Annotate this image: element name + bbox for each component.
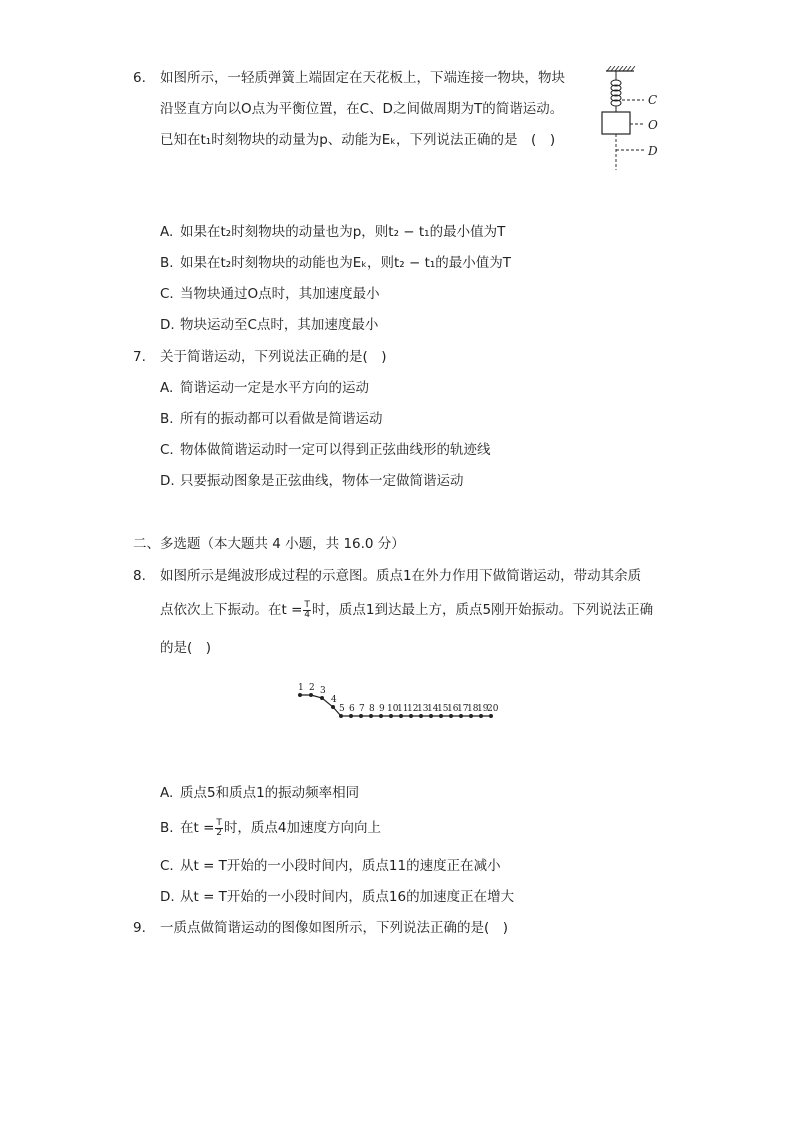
rope-particle-6 (349, 714, 353, 718)
option-text: 质点5和质点1的振动频率相同 (180, 785, 360, 801)
question-6-number: 6. (133, 70, 146, 86)
question-7-stem: 关于简谐运动，下列说法正确的是( ) (160, 349, 387, 365)
rope-particle-label-6: 6 (349, 704, 355, 714)
option-letter: A. (160, 380, 174, 396)
option-text: 只要振动图象是正弦曲线，物体一定做简谐运动 (180, 473, 464, 489)
rope-particle-label-8: 8 (369, 704, 375, 714)
rope-particle-label-12: 12 (407, 704, 419, 714)
option-letter: A. (160, 785, 174, 801)
question-7-option-c[interactable] (160, 440, 491, 460)
fraction-t-over-4 (303, 601, 311, 620)
rope-particle-label-20: 20 (487, 704, 499, 714)
question-7-option-b[interactable] (160, 409, 383, 429)
rope-particle-14 (429, 714, 433, 718)
option-text: 如果在t₂时刻物块的动能也为Eₖ，则t₂ − t₁的最小值为T (180, 255, 512, 271)
option-text: 如果在t₂时刻物块的动量也为p，则t₂ − t₁的最小值为T (180, 224, 506, 240)
fraction-denominator: 4 (304, 609, 311, 620)
option-letter: C. (160, 286, 174, 302)
question-6-stem-line-2: 沿竖直方向以O点为平衡位置，在C、D之间做周期为T的简谐运动。 (160, 101, 564, 117)
fraction-denominator: 2 (216, 827, 223, 838)
rope-particle-label-18: 18 (467, 704, 479, 714)
fraction-numerator: T (216, 817, 222, 828)
option-text: 所有的振动都可以看做是简谐运动 (180, 411, 383, 427)
option-letter: B. (160, 411, 174, 427)
option-letter: C. (160, 442, 174, 458)
rope-particle-1 (298, 693, 302, 697)
stem-text-post: 时，质点1到达最上方，质点5刚开始振动。下列说法正确 (311, 602, 654, 618)
rope-particle-label-16: 16 (447, 704, 459, 714)
figure-label-c: C (648, 93, 658, 107)
rope-particle-9 (379, 714, 383, 718)
option-text-post: 时，质点4加速度方向向上 (223, 820, 381, 836)
option-letter: B. (160, 820, 174, 836)
rope-particle-label-17: 17 (457, 704, 469, 714)
rope-particle-label-19: 19 (477, 704, 489, 714)
rope-particle-4 (331, 705, 335, 709)
rope-particle-12 (409, 714, 413, 718)
option-text: 物块运动至C点时，其加速度最小 (180, 317, 379, 333)
option-letter: D. (160, 473, 175, 489)
question-6-stem-line-3: 已知在t₁时刻物块的动量为p、动能为Eₖ，下列说法正确的是 ( ) (160, 132, 556, 148)
question-6-option-b[interactable] (160, 253, 511, 273)
rope-particle-15 (439, 714, 443, 718)
question-9-number: 9. (133, 920, 146, 936)
question-6-option-c[interactable] (160, 284, 380, 304)
figure-label-o: O (648, 118, 658, 132)
rope-particle-16 (449, 714, 453, 718)
question-7-number: 7. (133, 349, 146, 365)
rope-particle-19 (479, 714, 483, 718)
rope-particle-label-1: 1 (298, 683, 304, 693)
rope-particle-20 (489, 714, 493, 718)
option-text: 从t = T开始的一小段时间内，质点16的加速度正在增大 (180, 889, 515, 905)
question-8-option-a[interactable] (160, 783, 359, 803)
question-6-option-a[interactable] (160, 222, 505, 242)
rope-particle-label-4: 4 (331, 695, 337, 705)
option-letter: C. (160, 858, 174, 874)
spring-block-figure (596, 66, 696, 172)
question-8-option-c[interactable] (160, 856, 501, 876)
question-7-option-a[interactable] (160, 378, 369, 398)
fraction-t-over-2 (215, 819, 223, 838)
rope-particle-label-13: 13 (417, 704, 429, 714)
rope-particle-label-5: 5 (339, 704, 345, 714)
rope-particle-label-7: 7 (359, 704, 365, 714)
rope-particle-label-3: 3 (320, 686, 326, 696)
question-8-stem-line-3: 的是( ) (160, 640, 212, 656)
rope-particle-label-10: 10 (387, 704, 399, 714)
option-letter: D. (160, 317, 175, 333)
fraction-numerator: T (304, 599, 310, 610)
rope-particle-label-15: 15 (437, 704, 449, 714)
rope-particle-7 (359, 714, 363, 718)
rope-particle-5 (339, 714, 343, 718)
rope-particle-label-11: 11 (397, 704, 409, 714)
stem-text-pre: 点依次上下振动。在t = (160, 602, 303, 618)
question-6-option-d[interactable] (160, 315, 378, 335)
rope-particle-label-2: 2 (309, 683, 315, 693)
question-6-stem-line-1: 如图所示，一轻质弹簧上端固定在天花板上，下端连接一物块，物块 (160, 70, 565, 86)
option-text: 当物块通过O点时，其加速度最小 (180, 286, 380, 302)
rope-particle-label-14: 14 (427, 704, 439, 714)
figure-label-d: D (648, 144, 658, 158)
question-8-number: 8. (133, 568, 146, 584)
option-text-pre: 在t = (180, 820, 215, 836)
option-letter: A. (160, 224, 174, 240)
rope-particle-label-9: 9 (379, 704, 385, 714)
option-letter: D. (160, 889, 175, 905)
option-text: 从t = T开始的一小段时间内，质点11的速度正在减小 (180, 858, 501, 874)
rope-particle-17 (459, 714, 463, 718)
rope-particle-11 (399, 714, 403, 718)
rope-wave-figure (290, 680, 510, 724)
question-8-option-b[interactable] (160, 818, 381, 838)
question-8-stem-line-2 (160, 600, 653, 620)
section-2-title: 二、多选题（本大题共 4 小题，共 16.0 分） (133, 536, 405, 552)
option-text: 物体做简谐运动时一定可以得到正弦曲线形的轨迹线 (180, 442, 491, 458)
question-8-option-d[interactable] (160, 887, 514, 907)
rope-particle-8 (369, 714, 373, 718)
question-9-stem: 一质点做简谐运动的图像如图所示，下列说法正确的是( ) (160, 920, 509, 936)
option-letter: B. (160, 255, 174, 271)
question-8-stem-line-1: 如图所示是绳波形成过程的示意图。质点1在外力作用下做简谐运动，带动其余质 (160, 568, 642, 584)
option-text: 简谐运动一定是水平方向的运动 (180, 380, 369, 396)
question-7-option-d[interactable] (160, 471, 464, 491)
rope-particle-10 (389, 714, 393, 718)
rope-particle-3 (320, 696, 324, 700)
rope-particle-13 (419, 714, 423, 718)
rope-particle-2 (309, 693, 313, 697)
rope-particle-18 (469, 714, 473, 718)
